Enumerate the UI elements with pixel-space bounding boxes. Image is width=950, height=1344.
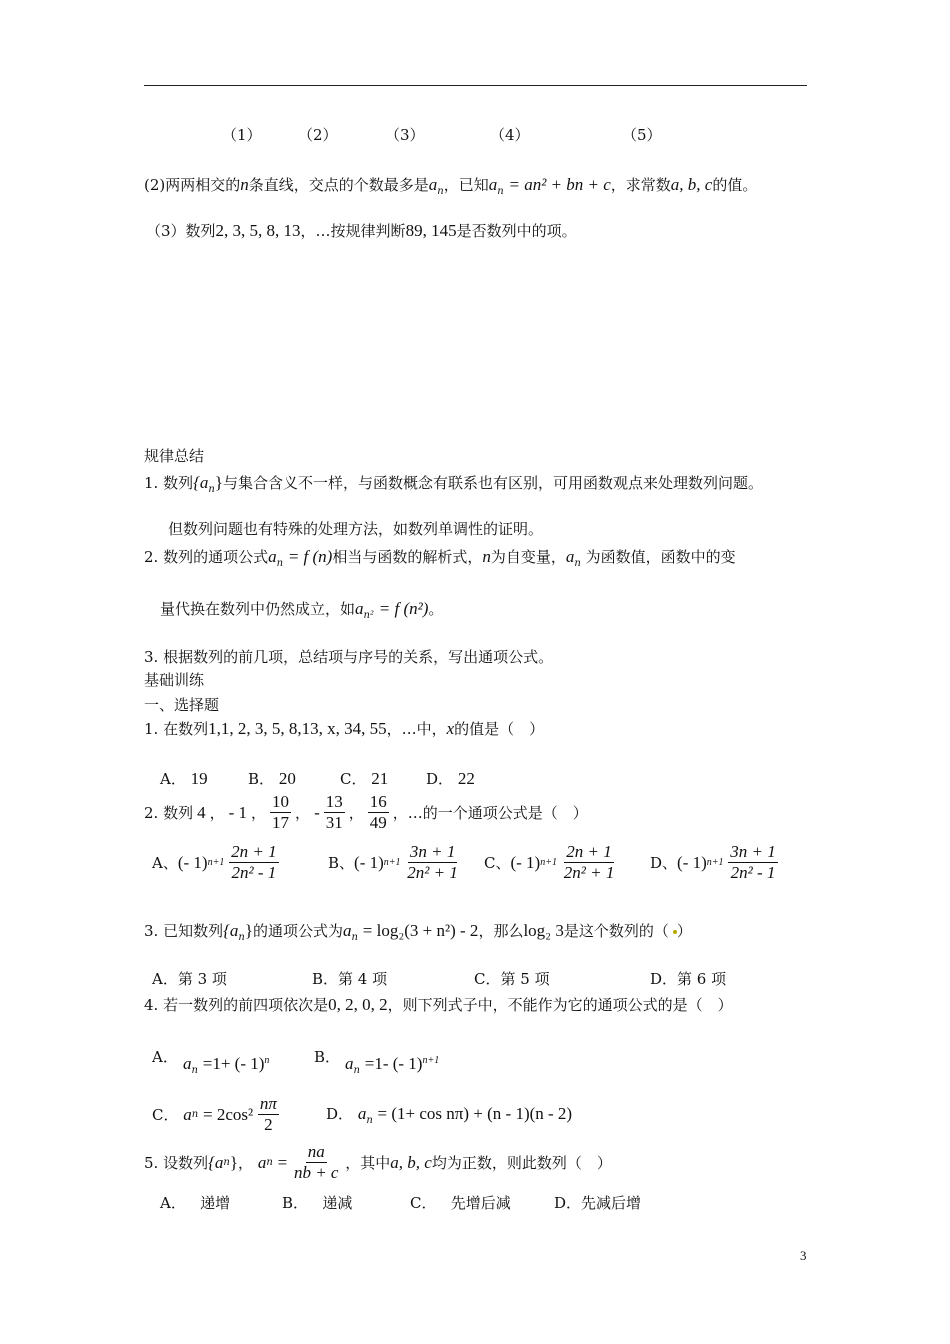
question-4: 4. 若一数列的前四项依次是0, 2, 0, 2，则下列式子中，不能作为它的通项公式的是（ ） [144,995,733,1014]
figure-label-3: （3） [385,126,425,144]
question-3: 3. 已知数列$\{a_n\}$的通项公式为$a_n = \log_2(3 + n^2) - 2$，那么log₂ 3是这个数列的（ ） [144,921,692,943]
q2-option-a[interactable]: A、 (- 1) n+1 $\frac{2n + 1}{\text{2n² - 1}}$ [152,842,277,882]
q5-option-b[interactable]: B． 递减 [282,1194,353,1212]
question-5: 5. 设数列 {a n } ， a n = $\frac{na}{nb + c}$ ，其中 a, b, c 均为正数，则此数列（ ） [144,1142,612,1182]
summary-item-1-line2: 但数列问题也有特殊的处理方法，如数列单调性的证明。 [168,520,544,538]
q1-option-b[interactable]: B． 20 [248,769,296,788]
fraction-10-17: $\frac{10}{17}$ [272,792,290,832]
q5-option-d[interactable]: D．先减后增 [554,1194,642,1212]
q4-option-d[interactable]: D． $a_n = (1+ \cos n\pi) + (n - 1)(n - 2)$ [326,1104,573,1126]
figure-label-2: （2） [298,126,338,144]
section-heading: 一、选择题 [144,696,220,714]
header-rule [144,85,807,86]
q4-option-b-label: B． [314,1048,341,1066]
q4-option-b[interactable]: $a_n =1-$ (- 1)$^{n+1}$ [345,1054,440,1076]
summary-item-1: 1. 数列$\{a_n\}$与集合含义不一样，与函数概念有联系也有区别，可用函数观点来处理数列问题。 [144,473,764,495]
q3-option-a[interactable]: A．第 3 项 [152,970,227,988]
q3-option-c[interactable]: C．第 5 项 [474,970,550,988]
figure-label-1: （1） [222,126,262,144]
q4-option-c[interactable]: C． a n = 2cos² $\frac{n\pi}{2}$ [152,1094,277,1134]
summary-heading: 规律总结 [144,447,205,465]
q1-option-d[interactable]: D． 22 [426,769,475,788]
q2-option-c[interactable]: C、 (- 1) n+1 $\frac{2n + 1}{\text{2n² + 1}}$ [484,842,615,882]
q5-option-c[interactable]: C． 先增后减 [410,1194,511,1212]
summary-item-2: 2. 数列的通项公式$a_n = f$ (n)相当与函数的解析式，n为自变量，$a_n$ 为函数值，函数中的变 [144,547,736,569]
problem-3: （3）数列2, 3, 5, 8, 13，…按规律判断89, 145是否数列中的项。 [146,221,577,240]
figure-label-4: （4） [490,126,530,144]
q3-option-b[interactable]: B．第 4 项 [312,970,388,988]
figure-label-5: （5） [622,126,662,144]
q5-option-a[interactable]: A． 递增 [160,1194,231,1212]
summary-item-3: 3. 根据数列的前几项，总结项与序号的关系，写出通项公式。 [144,648,554,666]
training-heading: 基础训练 [144,671,205,689]
q2-option-d[interactable]: D、 (- 1) n+1 $\frac{3n + 1}{\text{2n² - 1}}$ [650,842,776,882]
q2-option-b[interactable]: B、 (- 1) n+1 $\frac{3n + 1}{\text{2n² + 1}}$ [328,842,458,882]
q3-option-d[interactable]: D．第 6 项 [650,970,727,988]
fraction-13-31: $\frac{13}{31}$ [325,792,343,832]
page-number: 3 [800,1248,807,1263]
fraction-16-49: $\frac{16}{49}$ [369,792,387,832]
q4-option-a[interactable]: $a_n =1+$ (- 1)$^n$ [183,1054,270,1076]
summary-item-2-line2: 量代换在数列中仍然成立，如$a_{n^2} = f$ (n²)。 [160,599,444,621]
question-1: 1. 在数列1,1, 2, 3, 5, 8,13, x, 34, 55，…中，x的值是（ ） [144,719,545,738]
q1-option-a[interactable]: A． 19 [160,769,208,788]
question-2: 2. 数列 4 ， - 1 ， $\frac{10}{17}$ ， - $\frac{13}{31}$ ， $\frac{16}{49}$ ，…的一个通项公式是（ ） [144,792,588,832]
q1-option-c[interactable]: C． 21 [340,769,389,788]
q4-option-a-label: A． [152,1048,178,1066]
problem-2: (2)两两相交的n条直线，交点的个数最多是$a_n$，已知$a_n = an^2$ + bn + c，求常数a, b, c的值。 [144,175,758,197]
